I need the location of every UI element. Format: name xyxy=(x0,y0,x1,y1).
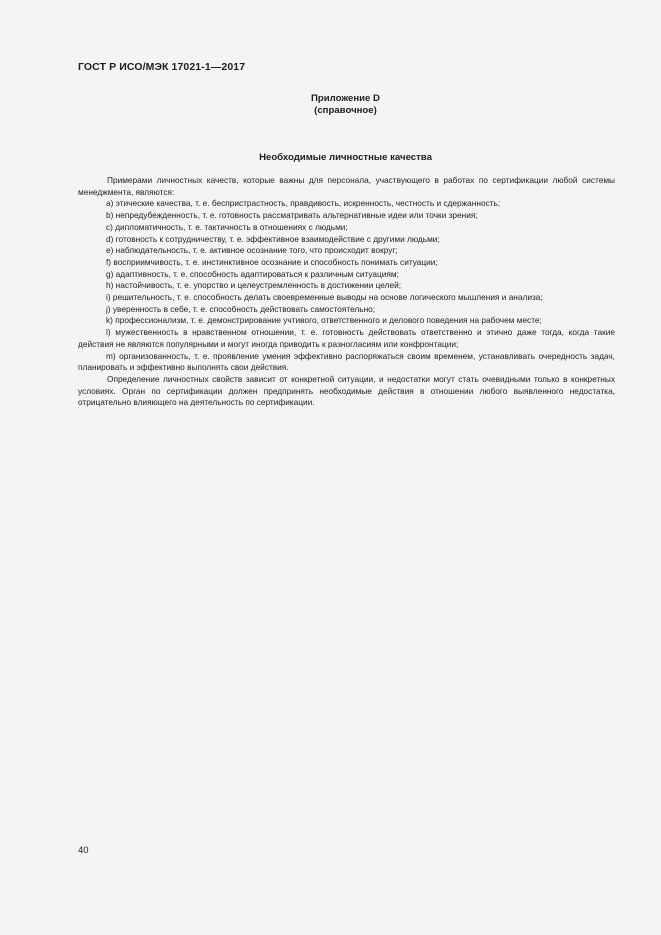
closing-paragraph: Определение личностных свойств зависит от конкретной ситуации, и недостатки могут стать очевидными только в конкретных условиях. Орган по сертификации должен предпринять необходимые действия в отношении любого выявленного недостатка, отрицательно влияющего на деятельность по сертификации. xyxy=(78,373,615,408)
body-text xyxy=(78,175,615,409)
list-item-d: d) готовность к сотрудничеству, т. е. эффективное взаимодействие с другими людьми; xyxy=(106,233,440,244)
page-number: 40 xyxy=(78,845,89,856)
appendix-subtitle: (справочное) xyxy=(314,105,377,116)
list-item-k: k) профессионализм, т. е. демонстрирование учтивого, ответственного и делового поведения на рабочем месте; xyxy=(106,315,542,326)
list-item-f: f) восприимчивость, т. е. инстинктивное осознание и способность понимать ситуации; xyxy=(106,256,438,267)
list-item-e: e) наблюдательность, т. е. активное осознание того, что происходит вокруг; xyxy=(106,245,398,256)
list-item-b: b) непредубежденность, т. е. готовность рассматривать альтернативные идеи или точки зрения; xyxy=(106,210,478,221)
list-item-c: c) дипломатичность, т. е. тактичность в отношениях с людьми; xyxy=(106,221,348,232)
list-item-j: j) уверенность в себе, т. е. способность действовать самостоятельно; xyxy=(106,303,376,314)
appendix-title: Приложение D xyxy=(311,93,380,104)
list-item-i: i) решительность, т. е. способность делать своевременные выводы на основе логического мышления и анализа; xyxy=(106,292,543,303)
list-item-l: l) мужественность в нравственном отношении, т. е. готовность действовать ответственно и этично даже тогда, когда такие действия не являются популярными и могут иногда приводить к разногласиям или конфронтации; xyxy=(78,327,615,349)
section-title: Необходимые личностные качества xyxy=(259,152,432,163)
list-item-g: g) адаптивность, т. е. способность адаптироваться к различным ситуациям; xyxy=(106,268,399,279)
intro-paragraph: Примерами личностных качеств, которые важны для персонала, участвующего в работах по сертификации любой системы менеджмента, являются: xyxy=(78,175,615,197)
list-item-m: m) организованность, т. е. проявление умения эффективно распоряжаться своим временем, устанавливать очередность задач, планировать и эффективно выполнять свои действия. xyxy=(78,350,615,373)
list-item-h: h) настойчивость, т. е. упорство и целеустремленность в достижении целей; xyxy=(106,280,402,291)
list-item-a: a) этические качества, т. е. беспристрастность, правдивость, искренность, честность и сдержанность; xyxy=(106,198,501,209)
document-header-standard-id: ГОСТ Р ИСО/МЭК 17021-1—2017 xyxy=(78,61,246,73)
